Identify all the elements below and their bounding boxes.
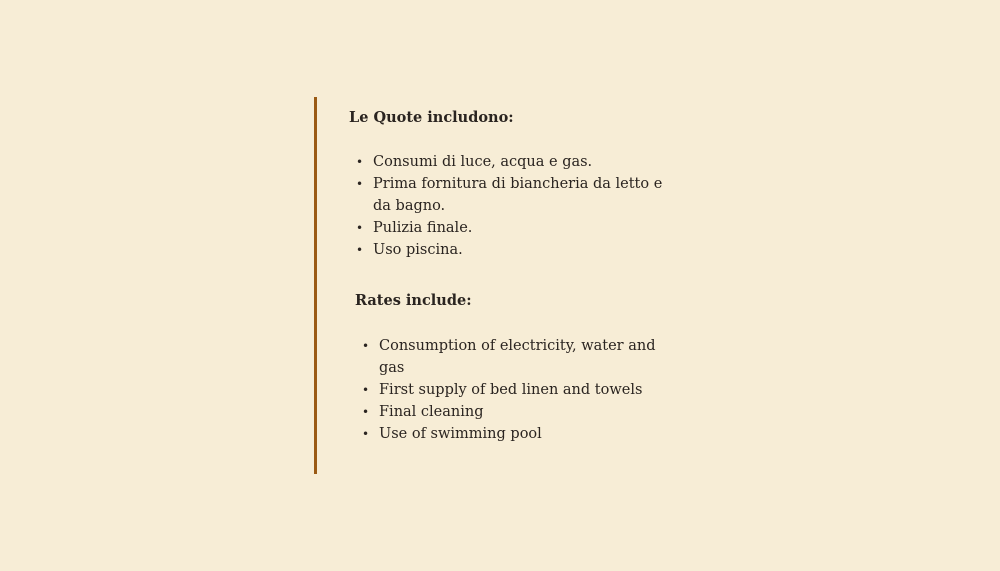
english-heading: Rates include: (355, 292, 472, 309)
list-item-text: Pulizia finale. (373, 220, 473, 236)
list-item (349, 239, 679, 261)
english-rates-section (355, 290, 685, 445)
list-item (349, 151, 679, 173)
bullet-icon: • (362, 339, 370, 353)
list-item (355, 335, 685, 379)
italian-rates-section (349, 107, 679, 261)
bullet-icon: • (356, 177, 364, 191)
italian-heading: Le Quote includono: (349, 109, 514, 126)
list-item-text: Prima fornitura di biancheria da letto e da bagno. (373, 176, 663, 214)
bullet-icon: • (362, 427, 370, 441)
bullet-icon: • (362, 383, 370, 397)
bullet-icon: • (356, 243, 364, 257)
list-item-text: Consumption of electricity, water and gas (379, 338, 656, 376)
bullet-icon: • (362, 405, 370, 419)
list-item-text: Final cleaning (379, 404, 484, 420)
bullet-icon: • (356, 221, 364, 235)
list-item (349, 173, 679, 217)
list-item-text: Uso piscina. (373, 242, 463, 258)
accent-divider-bar (314, 97, 317, 474)
bullet-icon: • (356, 155, 364, 169)
italian-inclusions-list (349, 151, 679, 261)
list-item (355, 379, 685, 401)
list-item (355, 401, 685, 423)
list-item-text: Consumi di luce, acqua e gas. (373, 154, 593, 170)
english-inclusions-list (355, 335, 685, 445)
list-item-text: Use of swimming pool (379, 426, 542, 442)
list-item (349, 217, 679, 239)
list-item-text: First supply of bed linen and towels (379, 382, 643, 398)
list-item (355, 423, 685, 445)
